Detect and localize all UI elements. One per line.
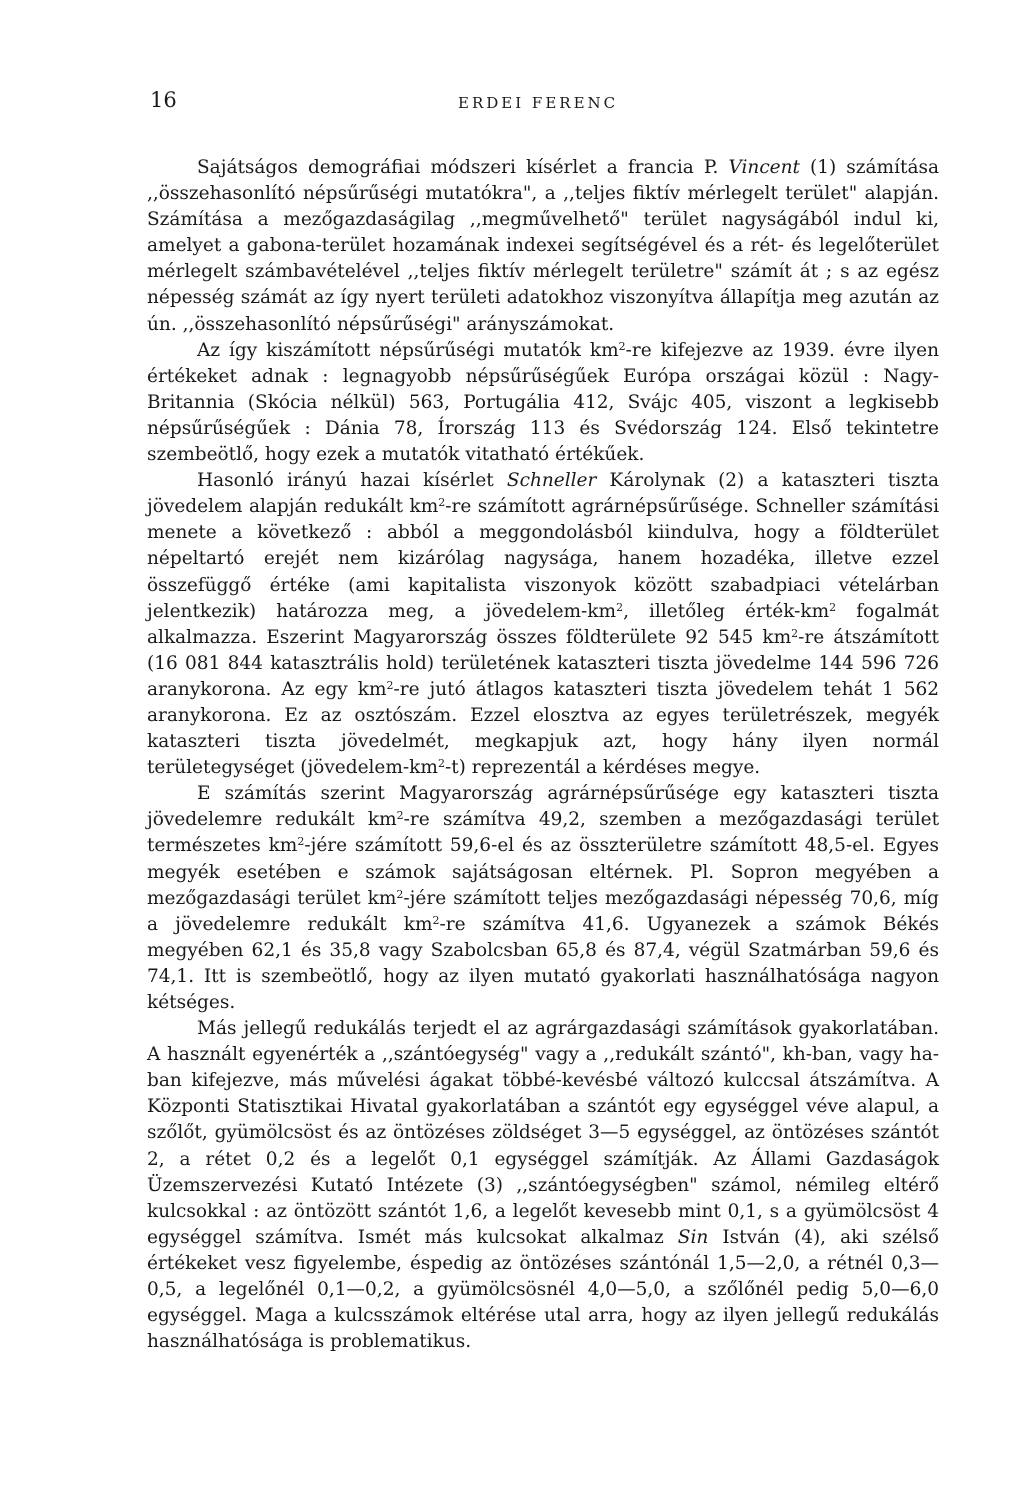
text-run: Károlynak (2) a kataszteri tiszta jövedelem alapján redukált km <box>147 470 939 518</box>
paragraph-4 <box>147 781 939 1016</box>
paragraph-1 <box>147 155 939 338</box>
italic-name: Sin <box>677 1226 709 1248</box>
paragraph-3 <box>147 468 939 781</box>
paragraph-2 <box>147 338 939 468</box>
superscript: 2 <box>386 678 394 692</box>
paragraph-5 <box>147 1016 939 1355</box>
superscript: 2 <box>437 757 445 771</box>
text-run: -t) reprezentál a kérdéses megye. <box>444 757 761 779</box>
text-run: E számítás szerint Magyarország agrárnépsűrűsége egy kataszteri tiszta jövedelemre redukált km <box>147 783 939 831</box>
text-run: Sajátságos demográfiai módszeri kísérlet a francia P. <box>197 157 729 178</box>
text-run: Más jellegű redukálás terjedt el az agrárgazdasági számítások gyakorlatában. A használt egyenérték a ,,szántóegység" vagy a ,,redukált szántó", kh-ban, vagy ha-ban kifejezve, más művelési ágakat többé-kevésbé változó kulccsal átszámítva. A Központi Statisztikai Hivatal gyakorlatában a szántót egy egységgel véve alapul, a szőlőt, gyümölcsöst és az öntözéses zöldséget 3—5 egységgel, az öntözéses szántót 2, a rétet 0,2 és a legelőt 0,1 egységgel számítják. Az Állami Gazdaságok Üzemszervezési Kutató Intézete (3) ,,szántóegységben" számol, némileg eltérő kulcsokkal : az öntözött szántót 1,6, a legelőt kevesebb mint 0,1, s a gyümölcsöst 4 egységgel számítva. Ismét más kulcsokat alkalmaz <box>147 1018 939 1248</box>
text-run: -re átszámított (16 081 844 katasztrális hold) területének kataszteri tiszta jövedelme 144 596 726 aranykorona. Az egy km <box>147 626 939 700</box>
text-run: (1) számítása ,,összehasonlító népsűrűségi mutatókra", a ,,teljes fiktív mérlegelt terület" alapján. Számítása a mezőgazdaságilag ,,megművelhető" terület nagyságából indul ki, amelyet a gabona-terület hozamának indexei segítségével és a rét- és legelőterület mérlegelt számbavételével ,,teljes fiktív mérlegelt területre" számít át ; s az egész népesség számát az így nyert területi adatokhoz viszonyítva állapítja meg azután az ún. ,,összehasonlító népsűrűségi" arányszámokat. <box>147 157 940 335</box>
text-run: -re számítva 41,6. Ugyanezek a számok Békés megyében 62,1 és 35,8 vagy Szabolcsban 65,8 és 87,4, végül Szatmárban 59,6 és 74,1. Itt is szembeötlő, hogy az ilyen mutató gyakorlati használhatósága nagyon kétséges. <box>147 913 939 1013</box>
superscript: 2 <box>438 496 446 510</box>
text-run: -jére számított 59,6-el és az összterületre számított 48,5-el. Egyes megyék esetében e számok sajátságosan eltérnek. Pl. Sopron megyében a mezőgazdasági terület km <box>147 835 940 909</box>
text-run: -re kifejezve az 1939. évre ilyen értékeket adnak : legnagyobb népsűrűségűek Európa országai közül : Nagy-Britannia (Skócia nélkül) 563, Portugália 412, Svájc 405, viszont a legkisebb népsűrűségűek : Dánia 78, Írország 113 és Svédország 124. Első tekintetre szembeötlő, hogy ezek a mutatók vitatható értékűek. <box>147 339 939 466</box>
text-run: -jére számított teljes mezőgazdasági népesség 70,6, míg a jövedelemre redukált km <box>147 887 939 935</box>
body-text <box>147 155 939 1355</box>
text-run: -re jutó átlagos kataszteri tiszta jövedelem tehát 1 562 aranykorona. Ez az osztószám. Ezzel elosztva az egyes területrészek, megyék kataszteri tiszta jövedelmét, megkapjuk azt, hogy hány ilyen normál területegységet (jövedelem-km <box>147 678 940 779</box>
italic-name: Schneller <box>506 470 597 492</box>
text-run: Az így kiszámított népsűrűségi mutatók km <box>197 339 619 361</box>
superscript: 2 <box>616 600 624 614</box>
text-run: , illetőleg érték-km <box>623 600 830 622</box>
superscript: 2 <box>432 913 440 927</box>
running-head: ERDEI FERENC <box>458 94 619 112</box>
superscript: 2 <box>297 835 305 849</box>
text-run: -re számított agrárnépsűrűsége. Schneller számítási menete a következő : abból a meggondolásból kiindulva, hogy a földterület népeltartó erejét nem kizárólag nagysága, hanem hozadéka, illetve ezzel összefüggő értéke (ami kapitalista viszonyok között szabadpiaci vételárban jelentkezik) határozza meg, a jövedelem-km <box>147 496 939 622</box>
text-run: István (4), aki szélső értékeket vesz figyelembe, éspedig az öntözéses szántónál 1,5—2,0, a rétnél 0,3—0,5, a legelőnél 0,1—0,2, a gyümölcsösnél 4,0—5,0, a szőlőnél pedig 5,0—6,0 egységgel. Maga a kulcsszámok eltérése utal arra, hogy az ilyen jellegű redukálás használhatósága is problematikus. <box>147 1226 939 1353</box>
text-run: fogalmát alkalmazza. Eszerint Magyarország összes földterülete 92 545 km <box>147 600 939 648</box>
page-header <box>150 88 940 120</box>
superscript: 2 <box>829 600 837 614</box>
superscript: 2 <box>791 626 799 640</box>
superscript: 2 <box>396 887 404 901</box>
text-run: Hasonló irányú hazai kísérlet <box>197 470 507 492</box>
text-run: -re számítva 49,2, szemben a mezőgazdasági terület természetes km <box>147 809 939 857</box>
superscript: 2 <box>396 809 404 823</box>
page-number: 16 <box>150 88 177 112</box>
italic-name: Vincent <box>728 157 800 178</box>
superscript: 2 <box>618 339 626 353</box>
